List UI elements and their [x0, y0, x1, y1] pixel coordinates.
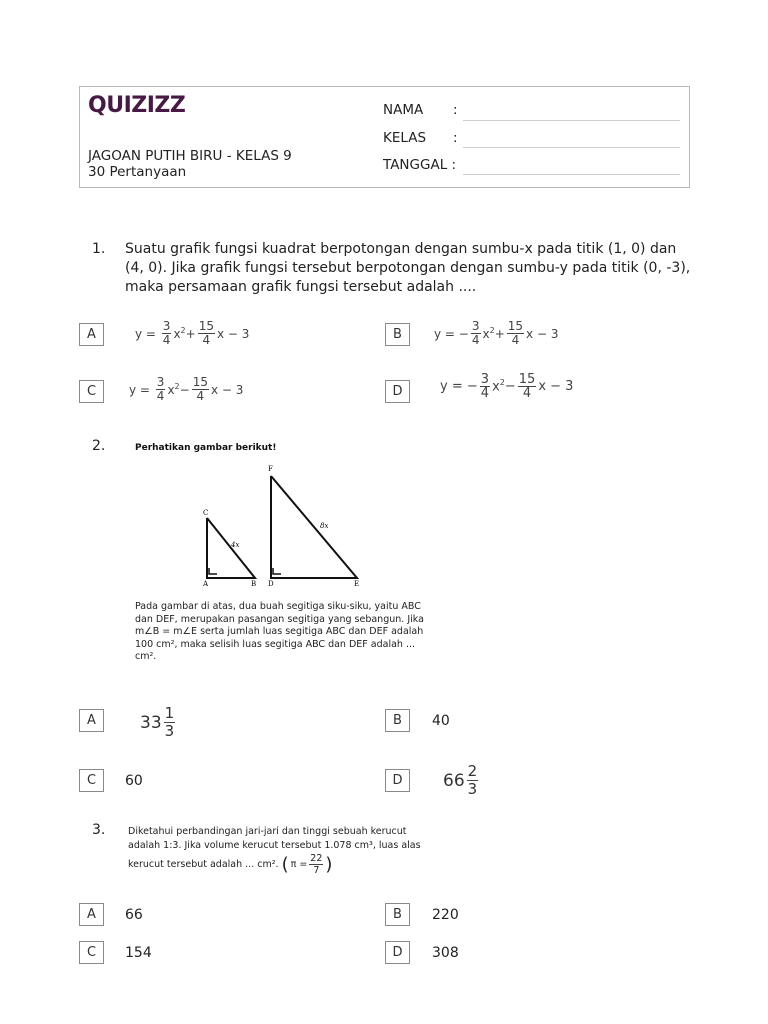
quizizz-logo: QUIZIZZ	[88, 93, 186, 118]
side-label-big: 8x	[320, 522, 329, 530]
triangle-def	[271, 476, 357, 578]
question-image-title: Perhatikan gambar berikut!	[135, 443, 277, 453]
option-d-value: 308	[432, 945, 459, 961]
option-c-value: 154	[125, 945, 152, 961]
option-a-box[interactable]: A	[79, 903, 104, 926]
option-c-box[interactable]: C	[79, 941, 104, 964]
class-colon: :	[453, 130, 458, 146]
vertex-label-e: E	[354, 580, 360, 588]
name-colon: :	[453, 102, 458, 118]
option-b-equation: y = − $\frac{3}{4}$ $x^2$ + $\frac{15}{4}$ x − 3	[434, 319, 559, 347]
option-b-value: 220	[432, 907, 459, 923]
option-d-box[interactable]: D	[385, 380, 410, 403]
right-angle-mark	[209, 568, 217, 574]
question-number: 2.	[92, 438, 106, 454]
vertex-label-f: F	[268, 465, 273, 473]
date-label: TANGGAL :	[383, 157, 457, 173]
question-text: Suatu grafik fungsi kuadrat berpotongan dengan sumbu-x pada titik (1, 0) dan (4, 0). Jika grafik fungsi tersebut berpotongan dengan sumbu-y pada titik (0, -3), maka persamaan grafik fungsi tersebut adalah ....	[125, 241, 691, 295]
option-d-box[interactable]: D	[385, 941, 410, 964]
option-b-box[interactable]: B	[385, 903, 410, 926]
option-a-value: 66	[125, 907, 143, 923]
question-image-text: Pada gambar di atas, dua buah segitiga siku-siku, yaitu ABC dan DEF, merupakan pasangan segitiga yang sebangun. Jika m∠B = m∠E serta jumlah luas segitiga ABC dan DEF adalah 100 cm², maka selisih luas segitiga ABC dan DEF adalah ... cm².	[135, 601, 424, 662]
option-a-box[interactable]: A	[79, 323, 104, 346]
option-a-value: 33 $\frac{1}{3}$	[140, 704, 175, 740]
right-angle-mark	[273, 568, 281, 574]
question-number: 1.	[92, 241, 106, 257]
name-field[interactable]	[463, 120, 680, 121]
vertex-label-d: D	[268, 580, 274, 588]
class-label: KELAS	[383, 130, 427, 146]
name-label: NAMA	[383, 102, 424, 118]
class-field[interactable]	[463, 147, 680, 148]
side-label-small: 4x	[231, 541, 240, 549]
option-b-value: 40	[432, 713, 450, 729]
option-c-box[interactable]: C	[79, 380, 104, 403]
option-a-box[interactable]: A	[79, 709, 104, 732]
option-d-box[interactable]: D	[385, 769, 410, 792]
date-field[interactable]	[463, 174, 680, 175]
vertex-label-c: C	[203, 509, 209, 517]
worksheet-title: JAGOAN PUTIH BIRU - KELAS 9	[88, 148, 292, 164]
option-b-box[interactable]: B	[385, 709, 410, 732]
question-image-text: Diketahui perbandingan jari-jari dan tinggi sebuah kerucut adalah 1:3. Jika volume kerucut tersebut 1.078 cm³, luas alas kerucut tersebut adalah ... cm². ( π = $\frac{22}{7}$ )	[128, 826, 421, 876]
vertex-label-b: B	[251, 580, 257, 588]
similar-triangles-figure	[195, 462, 375, 590]
option-c-value: 60	[125, 773, 143, 789]
option-d-equation: y = − $\frac{3}{4}$ $x^2$ − $\frac{15}{4}$ x − 3	[440, 372, 574, 401]
option-a-equation: y = $\frac{3}{4}$ $x^2$ + $\frac{15}{4}$ x − 3	[135, 319, 250, 347]
option-b-box[interactable]: B	[385, 323, 410, 346]
option-c-equation: y = $\frac{3}{4}$ $x^2$ − $\frac{15}{4}$ x − 3	[129, 375, 244, 403]
question-number: 3.	[92, 822, 106, 838]
option-c-box[interactable]: C	[79, 769, 104, 792]
option-d-value: 66 $\frac{2}{3}$	[443, 762, 478, 798]
question-count: 30 Pertanyaan	[88, 164, 187, 180]
vertex-label-a: A	[203, 580, 209, 588]
